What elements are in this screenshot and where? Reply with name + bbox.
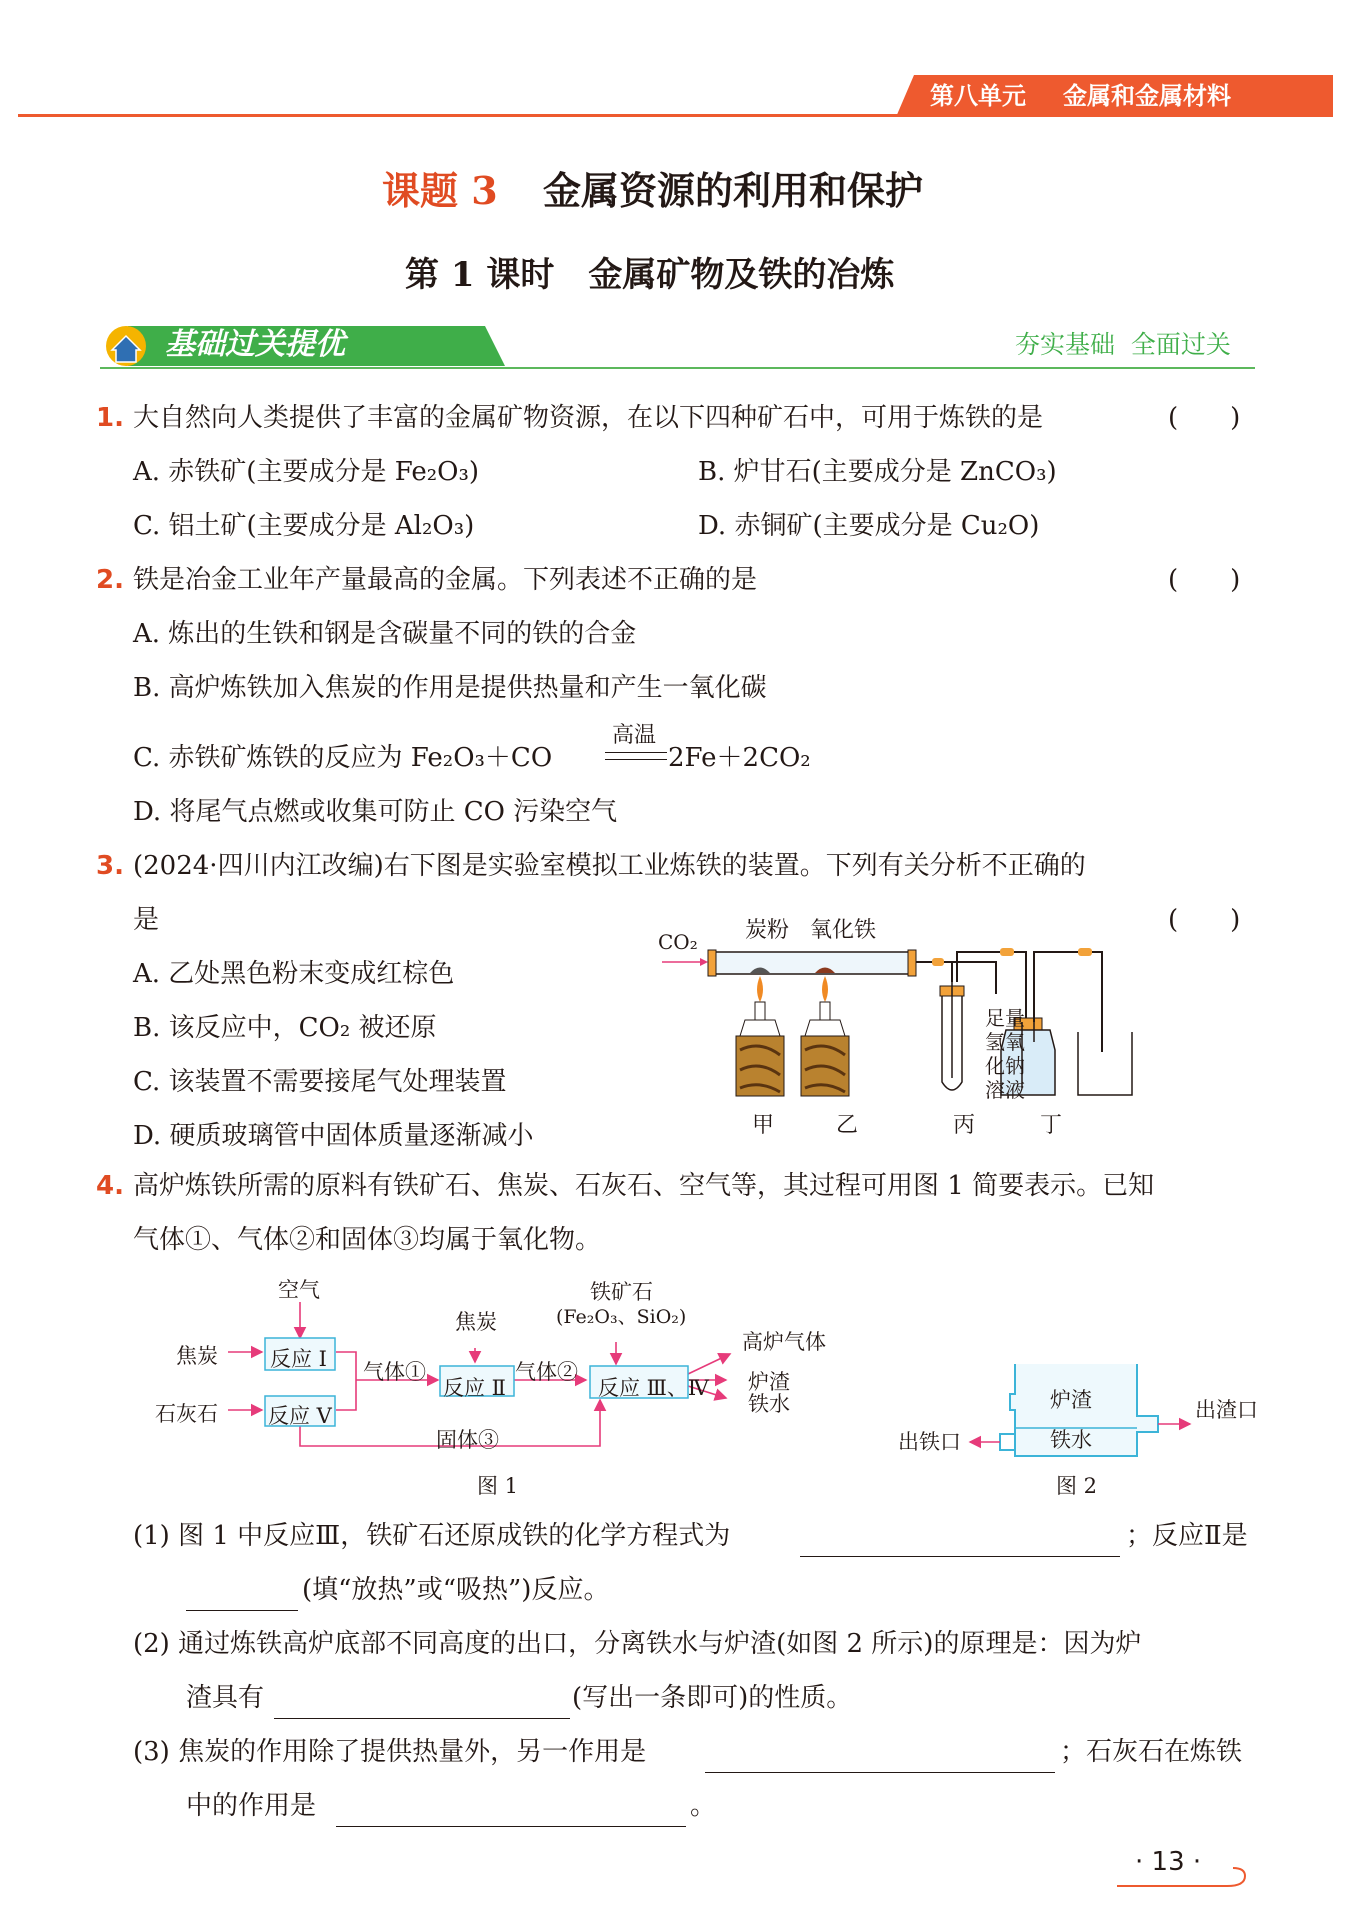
fig-iron-oxide-label: 氧化铁 — [810, 918, 877, 943]
q1-stem: 大自然向人类提供了丰富的金属矿物资源，在以下四种矿石中，可用于炼铁的是 — [133, 403, 1044, 433]
lesson-label: 课题 3 — [382, 168, 498, 213]
fig1-blast-gas: 高炉气体 — [742, 1330, 826, 1354]
q4-figure1-diagram — [150, 1270, 850, 1470]
q4-stem-cont: 气体①、气体②和固体③均属于氧化物。 — [133, 1225, 602, 1255]
q1-answer-paren[interactable]: ( ) — [1168, 403, 1241, 433]
page-number: · 13 · — [1135, 1847, 1202, 1877]
lesson-title: 金属资源的利用和保护 — [543, 168, 924, 213]
fig-naoh-1: 足量 — [985, 1006, 1025, 1030]
fig1-reaction-5: 反应 Ⅴ — [268, 1404, 332, 1428]
q3-option-d: D. 硬质玻璃管中固体质量逐渐减小 — [133, 1121, 534, 1151]
lesson-subtitle: 第 1 课时 金属矿物及铁的冶炼 — [405, 255, 895, 295]
q2-number: 2. — [96, 565, 124, 595]
q2-option-c-post: 2Fe＋2CO₂ — [668, 743, 811, 773]
q4-sub2-text-c: (写出一条即可)的性质。 — [572, 1683, 853, 1713]
q3-option-c: C. 该装置不需要接尾气处理装置 — [133, 1067, 507, 1097]
banner-label: 基础过关提优 — [165, 327, 345, 362]
fig1-reaction-1: 反应 Ⅰ — [270, 1347, 327, 1371]
house-icon — [100, 320, 150, 370]
q4-sub1-text-b: ；反应Ⅱ是 — [1126, 1521, 1248, 1551]
q4-sub1-equation-blank[interactable] — [800, 1528, 1120, 1557]
q2-equals-sign — [605, 752, 667, 760]
fig-label-jia: 甲 — [752, 1113, 775, 1138]
q4-sub3-text: (3) 焦炭的作用除了提供热量外，另一作用是 — [133, 1737, 647, 1767]
q4-stem: 高炉炼铁所需的原料有铁矿石、焦炭、石灰石、空气等，其过程可用图 1 简要表示。已知 — [133, 1171, 1155, 1201]
q4-number: 4. — [96, 1171, 124, 1201]
q4-sub1-text-c: (填“放热”或“吸热”)反应。 — [302, 1575, 610, 1605]
fig1-slag: 炉渣 — [748, 1370, 790, 1394]
q2-answer-paren[interactable]: ( ) — [1168, 565, 1241, 595]
fig2-molten-iron: 铁水 — [1050, 1428, 1092, 1452]
q3-stem: (2024·四川内江改编)右下图是实验室模拟工业炼铁的装置。下列有关分析不正确的 — [133, 851, 1086, 881]
q2-reaction-condition: 高温 — [612, 723, 657, 748]
fig2-slag-outlet: 出渣口 — [1195, 1398, 1258, 1422]
q4-sub2-text: (2) 通过炼铁高炉底部不同高度的出口，分离铁水与炉渣(如图 2 所示)的原理是：因为炉 — [133, 1629, 1142, 1659]
q1-option-a: A. 赤铁矿(主要成分是 Fe₂O₃) — [133, 457, 480, 487]
q4-sub3-text-c: 中的作用是 — [186, 1791, 317, 1821]
fig1-molten-iron: 铁水 — [748, 1392, 790, 1416]
q3-number: 3. — [96, 851, 124, 881]
header-topic: 金属和金属材料 — [1063, 82, 1231, 110]
q4-sub3-coke-blank[interactable] — [705, 1744, 1055, 1773]
q1-option-c: C. 铝土矿(主要成分是 Al₂O₃) — [133, 511, 475, 541]
page-number-swoosh — [1115, 1864, 1255, 1890]
fig1-gas1: 气体① — [363, 1360, 426, 1384]
fig1-coke-mid: 焦炭 — [455, 1310, 497, 1334]
fig2-iron-outlet: 出铁口 — [898, 1430, 961, 1454]
fig1-air: 空气 — [278, 1278, 320, 1302]
q4-sub3-limestone-blank[interactable] — [336, 1798, 686, 1827]
q2-option-d: D. 将尾气点燃或收集可防止 CO 污染空气 — [133, 797, 618, 827]
fig1-reaction-2: 反应 Ⅱ — [443, 1376, 506, 1400]
q3-option-b: B. 该反应中，CO₂ 被还原 — [133, 1013, 437, 1043]
q3-stem-cont: 是 — [133, 905, 160, 935]
fig-naoh-4: 溶液 — [985, 1078, 1025, 1102]
q4-sub3-text-b: ；石灰石在炼铁 — [1060, 1737, 1243, 1767]
fig1-ore-composition: (Fe₂O₃、SiO₂) — [556, 1306, 687, 1328]
fig1-limestone: 石灰石 — [155, 1402, 218, 1426]
q4-sub3-text-d: 。 — [690, 1791, 717, 1821]
q4-sub2-property-blank[interactable] — [274, 1690, 570, 1719]
q4-sub1-text: (1) 图 1 中反应Ⅲ，铁矿石还原成铁的化学方程式为 — [133, 1521, 731, 1551]
fig1-reaction-3-4: 反应 Ⅲ、Ⅳ — [598, 1376, 709, 1400]
q3-apparatus-figure — [650, 910, 1180, 1135]
fig1-caption: 图 1 — [477, 1474, 519, 1498]
fig-naoh-2: 氢氧 — [985, 1030, 1025, 1054]
q2-option-a: A. 炼出的生铁和钢是含碳量不同的铁的合金 — [133, 619, 637, 649]
fig1-gas2: 气体② — [515, 1360, 578, 1384]
banner-slogan: 夯实基础 全面过关 — [1015, 330, 1231, 359]
fig-label-bing: 丙 — [953, 1113, 976, 1138]
fig-co2-label: CO₂ — [658, 930, 698, 954]
fig-label-ding: 丁 — [1040, 1113, 1063, 1138]
q1-option-d: D. 赤铜矿(主要成分是 Cu₂O) — [698, 511, 1040, 541]
q2-stem: 铁是冶金工业年产量最高的金属。下列表述不正确的是 — [133, 565, 758, 595]
fig1-solid3: 固体③ — [436, 1428, 499, 1452]
fig-carbon-label: 炭粉 — [745, 918, 790, 943]
fig2-caption: 图 2 — [1056, 1474, 1098, 1498]
q3-answer-paren[interactable]: ( ) — [1168, 905, 1241, 935]
fig-naoh-3: 化钠 — [985, 1054, 1025, 1078]
q3-option-a: A. 乙处黑色粉末变成红棕色 — [133, 959, 455, 989]
q2-option-c-pre: C. 赤铁矿炼铁的反应为 Fe₂O₃＋CO — [133, 743, 553, 773]
q2-option-b: B. 高炉炼铁加入焦炭的作用是提供热量和产生一氧化碳 — [133, 673, 767, 703]
q1-option-b: B. 炉甘石(主要成分是 ZnCO₃) — [698, 457, 1057, 487]
fig1-coke-left: 焦炭 — [176, 1344, 218, 1368]
q4-sub2-text-b: 渣具有 — [186, 1683, 265, 1713]
q4-sub1-heat-blank[interactable] — [186, 1582, 298, 1611]
q1-number: 1. — [96, 403, 124, 433]
fig1-ore: 铁矿石 — [590, 1280, 653, 1304]
fig2-slag: 炉渣 — [1050, 1388, 1092, 1412]
header-unit: 第八单元 — [930, 82, 1026, 110]
fig-label-yi: 乙 — [836, 1113, 859, 1138]
